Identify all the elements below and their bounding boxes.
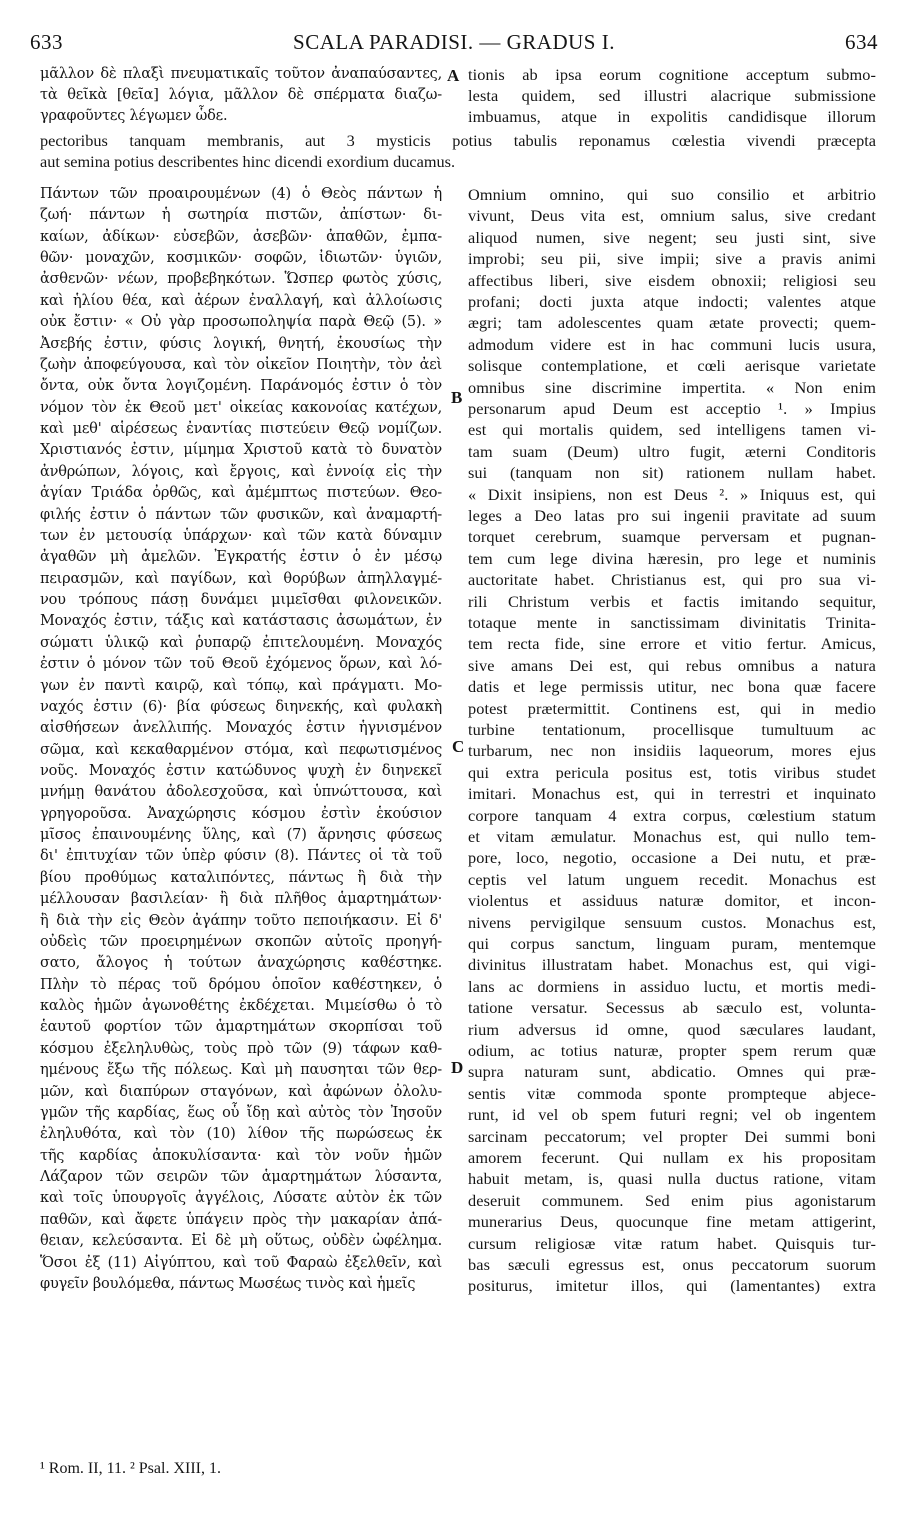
latin-text-line: improbi; seu pii, sive impii; sive a pravis animi (468, 249, 876, 268)
greek-text-line: ζωή· πάντων ἡ σωτηρία πιστῶν, ἀπίστων· δι- (40, 207, 442, 223)
latin-text-line: lans ac dormiens in assiduo luctu, et mortis medi- (468, 977, 876, 996)
greek-text-line: Ὅσοι ἐξ (11) Αἰγύπτου, καὶ τοῦ Φαραὼ ἐξελθεῖν, καὶ (40, 1255, 442, 1271)
latin-text-line: totaque mente in sanctissimam divinitatis Trinita- (468, 613, 876, 632)
greek-text-line: καλὸς ἡμῶν ἀγωνοθέτης ἐκδέχεται. Μιμείσθω ὁ τὸ (40, 998, 442, 1014)
latin-text-line: solisque contemplatione, et cœli aerisque varietate (468, 356, 876, 375)
greek-text-line: νόμον τὸν ἐκ Θεοῦ μετ' οἰκείας κακονοίας κατέχων, (40, 400, 442, 416)
greek-text-line: των ἐν μετουσίᾳ ὑπάρχων· καὶ τῶν κατὰ δύναμιν (40, 528, 442, 544)
latin-text-line: munerarius Deus, quocunque fine metam attigerint, (468, 1212, 876, 1231)
margin-marker-b: B (451, 388, 463, 407)
latin-text-line: qui extra pericula positus est, totis viribus studet (468, 763, 876, 782)
latin-text-line: positurus, imitetur illos, qui (lamentantes) extra (468, 1276, 876, 1295)
greek-text-line: δι' ἐπιτυχίαν τῶν ὑπὲρ φύσιν (8). Πάντες οἱ τὰ τοῦ (40, 848, 442, 864)
greek-text-line: θειαν, κελεύσαντα. Εἰ δὲ μὴ οὕτως, οὐδὲν ὠφέλημα. (40, 1233, 442, 1249)
greek-text-line: φιλής ἐστιν ὁ πάντων τῶν φυσικῶν, καὶ ἀναμαρτή- (40, 507, 442, 523)
latin-intro-line: tionis ab ipsa eorum cognitione acceptum submo- (468, 65, 876, 84)
greek-text-line: μνήμῃ θανάτου ἀδολεσχοῦσα, καὶ ὑπνώττουσα, καὶ (40, 784, 442, 800)
greek-text-line: γων ἐν παντὶ καιρῷ, καὶ τόπῳ, καὶ πράγματι. Μο- (40, 678, 442, 694)
greek-text-line: ἁγίαν Τριάδα ὀρθῶς, καὶ ἀμέμπτως πιστεύων. Θεο- (40, 485, 442, 501)
greek-text-line: νοῦς. Μοναχός ἐστιν κατώδυνος ψυχὴ ἐν διηνεκεῖ (40, 763, 442, 779)
full-width-line: pectoribus tanquam membranis, aut 3 mysticis potius tabulis reponamus cœlestia vivendi præcepta (40, 131, 876, 150)
latin-text-line: affectibus liberi, sive eisdem obnoxii; religiosi seu (468, 271, 876, 290)
greek-text-line: ἀνθρώπων, λόγοις, καὶ ἔργοις, καὶ ἐννοίᾳ εἰς τὴν (40, 464, 442, 480)
latin-text-line: « Dixit insipiens, non est Deus ². » Iniquus est, qui (468, 485, 876, 504)
greek-text-line: Χριστιανός ἐστιν, μίμημα Χριστοῦ κατὰ τὸ δυνατὸν (40, 442, 442, 458)
greek-text-line: Πάντων τῶν προαιρουμένων (4) ὁ Θεὸς πάντων ἡ (40, 186, 442, 202)
margin-marker-d: D (451, 1058, 464, 1077)
latin-text-line: pore, loco, negotio, occasione a Dei nutu, et præ- (468, 848, 876, 867)
page-number-left: 633 (30, 30, 63, 54)
greek-text-line: οὐδεὶς τῶν προειρημένων σκοπῶν αὐτοῖς προηγή- (40, 934, 442, 950)
latin-text-line: violentus et assiduus naturæ domitor, et incon- (468, 891, 876, 910)
greek-text-line: σώματι ὑλικῷ καὶ ῥυπαρῷ ἐπιτελουμένη. Μοναχός (40, 635, 442, 651)
latin-text-line: vivunt, Deus vita est, omnium salus, sive credant (468, 206, 876, 225)
latin-text-line: supra naturam sunt, abdicatio. Omnes qui præ- (468, 1062, 876, 1081)
latin-text-line: ægri; tam adolescentes quam ætate provecti; quem- (468, 313, 876, 332)
greek-text-line: ζωὴν ἀποφεύγουσα, καὶ τὸν οἰκεῖον Ποιητὴν, τὸν ἀεὶ (40, 357, 442, 373)
running-header (30, 30, 878, 60)
latin-text-line: personarum apud Deum est acceptio ¹. » Impius (468, 399, 876, 418)
latin-text-line: aliquod numen, sive negent; seu justi sint, sive (468, 228, 876, 247)
latin-text-line: sarcinam peccatorum; vel propter Dei summi boni (468, 1127, 876, 1146)
greek-text-line: θῶν· μοναχῶν, κοσμικῶν· σοφῶν, ἰδιωτῶν· ὑγιῶν, (40, 250, 442, 266)
greek-text-line: οὐκ ἔστιν· « Οὐ γὰρ προσωποληψία παρὰ Θεῷ (5). » (40, 314, 442, 330)
latin-text-line: Omnium omnino, qui suo consilio et arbitrio (468, 185, 876, 204)
greek-text-line: ὄντα, οὐκ ὄντα λογιζομένη. Παράνομός ἐστιν ὁ τὸν (40, 378, 442, 394)
greek-text-line: Μοναχός ἐστιν, τάξις καὶ κατάστασις ἀσωμάτων, ἐν (40, 613, 442, 629)
greek-text-line: ἐληλυθότα, καὶ τὸν (10) λίθον τῆς πωρώσεως ἐκ (40, 1126, 442, 1142)
latin-text-line: sui (tanquam non sit) rationem nullam habet. (468, 463, 876, 482)
latin-text-line: tem recta fide, sine errore et vitio fertur. Amicus, (468, 634, 876, 653)
greek-text-line: Ἀσεβής ἐστιν, φύσις λογική, θνητή, ἑκουσίως τὴν (40, 336, 442, 352)
greek-text-line: μῶν, καὶ διαπύρων σταγόνων, καὶ ἀφώνων ὀλολυ- (40, 1084, 442, 1100)
greek-text-line: καὶ τοῖς ὑπουργοῖς ἀγγέλοις, Λύσατε αὐτὸν ἐκ τῶν (40, 1190, 442, 1206)
full-width-line: aut semina potius describentes hinc dicendi exordium ducamus. (40, 152, 456, 171)
margin-marker-a: A (447, 66, 460, 85)
greek-text-line: σῶμα, καὶ κεκαθαρμένον στόμα, καὶ πεφωτισμένος (40, 742, 442, 758)
greek-text-line: τῆς καρδίας ἀποκυλίσαντα· καὶ τὸν νοῦν ἡμῶν (40, 1148, 442, 1164)
latin-text-line: deseruit communem. Sed enim pius agonistarum (468, 1191, 876, 1210)
greek-text-line: μέλλουσαν βασιλείαν· ἢ διὰ πλῆθος ἁμαρτημάτων· (40, 891, 442, 907)
greek-text-line: καὶ μεθ' αἱρέσεως ἐναντίας πιστεύειν Θεῷ νομίζων. (40, 421, 442, 437)
latin-text-line: turbarum, nec non insidiis laqueorum, mores ejus (468, 741, 876, 760)
footnotes: ¹ Rom. II, 11. ² Psal. XIII, 1. (40, 1460, 221, 1477)
latin-text-line: amorem fecerunt. Qui nullam ex his propositam (468, 1148, 876, 1167)
greek-intro-line: μᾶλλον δὲ πλαξὶ πνευματικαῖς τοῦτον ἀναπαύσαντες, (40, 66, 442, 82)
margin-marker-c: C (452, 737, 465, 756)
latin-text-line: sive amans Dei est, qui rebus omnibus a natura (468, 656, 876, 675)
latin-text-line: potest prætermittit. Continens est, qui in medio (468, 699, 876, 718)
greek-text-line: νου τρόπους πάσῃ δυνάμει μιμεῖσθαι φιλονεικῶν. (40, 592, 442, 608)
greek-text-line: ημένους ἔξω τῆς πόλεως. Καὶ μὴ παυσηται τῶν θερ- (40, 1062, 442, 1078)
greek-text-line: γρηγοροῦσα. Ἀναχώρησις κόσμου ἐστὶν ἑκούσιον (40, 806, 442, 822)
latin-text-line: datis et lege permissis utitur, nec bona quæ facere (468, 677, 876, 696)
greek-text-line: μῖσος ἐπαινουμένης ὕλης, καὶ (7) ἄρνησις φύσεως (40, 827, 442, 843)
latin-text-line: leges a Deo latas pro sui ingenii pravitate ad suum (468, 506, 876, 525)
latin-intro-line: imbuamus, atque in expolitis candidisque illorum (468, 107, 876, 126)
greek-text-line: ἀσθενῶν· νέων, προβεβηκότων. Ὥσπερ φωτὸς χύσις, (40, 271, 442, 287)
greek-text-line: καὶ ἡλίου θέα, καὶ ἀέρων ἐναλλαγή, καὶ ἀλλοίωσις (40, 293, 442, 309)
latin-text-line: imitari. Monachus est, qui in terrestri et inquinato (468, 784, 876, 803)
greek-text-line: καίων, ἀδίκων· εὐσεβῶν, ἀσεβῶν· ἀπαθῶν, ἐμπα- (40, 229, 442, 245)
greek-text-line: Πλὴν τὸ πέρας τοῦ δρόμου ὁποῖον καθέστηκεν, ὁ (40, 977, 442, 993)
latin-text-line: divinitus illustratam habet. Monachus est, qui vigi- (468, 955, 876, 974)
latin-text-line: cursum religiosæ vitæ ratum habet. Quisquis tur- (468, 1234, 876, 1253)
latin-text-line: tam suam (Deum) ultro fugit, æterni Conditoris (468, 442, 876, 461)
greek-text-line: ἀγαθῶν μὴ ἀμελῶν. Ἐγκρατής ἐστιν ὁ ἐν μέσῳ (40, 549, 442, 565)
latin-text-line: turbine tentationum, procellisque tumultuum ac (468, 720, 876, 739)
greek-text-line: αἰσθήσεων ἀνελλιπής. Μοναχός ἐστιν ἡγνισμένον (40, 720, 442, 736)
latin-text-line: odium, ac totius naturæ, propter spem rerum quæ (468, 1041, 876, 1060)
latin-text-line: nivens pervigilque sensuum custos. Monachus est, (468, 913, 876, 932)
latin-text-line: admodum videre est in hac communi lucis usura, (468, 335, 876, 354)
latin-text-line: omnibus sine discrimine impertita. « Non enim (468, 378, 876, 397)
greek-text-line: φυγεῖν βουλόμεθα, πάντως Μωσέως τινὸς καὶ ἡμεῖς (40, 1276, 416, 1292)
latin-text-line: sentis vitæ commoda sponte prompteque abjece- (468, 1084, 876, 1103)
latin-text-line: ceptis vel latum unguem recedit. Monachus est (468, 870, 876, 889)
latin-text-line: habuit metam, is, quasi nulla ductus ratione, vitam (468, 1169, 876, 1188)
latin-text-line: et vitam æmulatur. Monachus est, qui nullo tem- (468, 827, 876, 846)
greek-text-line: κόσμου ἐξεληλυθὼς, τοὺς πρὸ τῶν (9) τάφων καθ- (40, 1041, 442, 1057)
latin-text-line: tatione versatur. Secessus ab sæculo est, volunta- (468, 998, 876, 1017)
greek-text-line: σατο, ἄλογος ἡ τούτων ἀναχώρησις καθέστηκε. (40, 955, 442, 971)
greek-text-line: Λάζαρον τῶν σειρῶν τῶν ἁμαρτημάτων λύσαντα, (40, 1169, 442, 1185)
greek-intro-line: τὰ θεῖκὰ [θεῖα] λόγια, μᾶλλον δὲ σπέρματα διαζω- (40, 87, 442, 103)
latin-text-line: rium adversus id omne, quod sæculares laudant, (468, 1020, 876, 1039)
greek-text-line: ἐστιν ὁ μόνον τῶν τοῦ Θεοῦ ἐχόμενος ὅρων, καὶ λό- (40, 656, 442, 672)
latin-text-line: torquet cerebrum, suamque perversam et pugnan- (468, 527, 876, 546)
latin-text-line: tem cum lege divina hæresin, pro lege et numinis (468, 549, 876, 568)
latin-text-line: runt, id vel ob spem futuri regni; vel ob ingentem (468, 1105, 876, 1124)
latin-text-line: qui corpus sanctum, linguam puram, mentemque (468, 934, 876, 953)
page-number-right: 634 (845, 30, 878, 54)
greek-text-line: πειρασμῶν, καὶ παγίδων, καὶ θορύβων ἀπηλλαγμέ- (40, 571, 442, 587)
greek-text-line: ἑαυτοῦ φορτίον τῶν ἁμαρτημάτων σκορπίσαι τοῦ (40, 1019, 442, 1035)
latin-text-line: est qui mortalis quidem, sed intelligens tamen vi- (468, 420, 876, 439)
greek-text-line: ναχός ἐστιν (6)· βία φύσεως διηνεκής, καὶ φυλακὴ (40, 699, 442, 715)
latin-text-line: bas sæculi egressus est, onus peccatorum suorum (468, 1255, 876, 1274)
running-title: SCALA PARADISI. — GRADUS I. (293, 30, 615, 54)
latin-text-line: profani; docti juxta atque indocti; valentes atque (468, 292, 876, 311)
greek-text-line: γμῶν τῆς καρδίας, ἕως οὗ ἴδῃ καὶ αὐτὸς τὸν Ἰησοῦν (40, 1105, 442, 1121)
greek-intro-line: γραφοῦντες λέγωμεν ὧδε. (40, 108, 228, 124)
latin-text-line: rili Christum verbis et factis imitando sequitur, (468, 592, 876, 611)
latin-text-line: auctoritate habet. Christianus est, qui pro sua vi- (468, 570, 876, 589)
greek-text-line: παθῶν, καὶ ἄφετε ὑπάγειν πρὸς τὴν μακαρίαν ἀπά- (40, 1212, 442, 1228)
latin-text-line: corpore tanquam 4 extra corpus, cœlestium statum (468, 806, 876, 825)
greek-text-line: βίου προθύμως καταλιπόντες, πάντως ἢ διὰ τὴν (40, 870, 442, 886)
greek-text-line: ἢ διὰ τὴν εἰς Θεὸν ἀγάπην τοῦτο πεποιήκασιν. Εἰ δ' (40, 913, 442, 929)
latin-intro-line: lesta quidem, sed illustri alacrique submissione (468, 86, 876, 105)
